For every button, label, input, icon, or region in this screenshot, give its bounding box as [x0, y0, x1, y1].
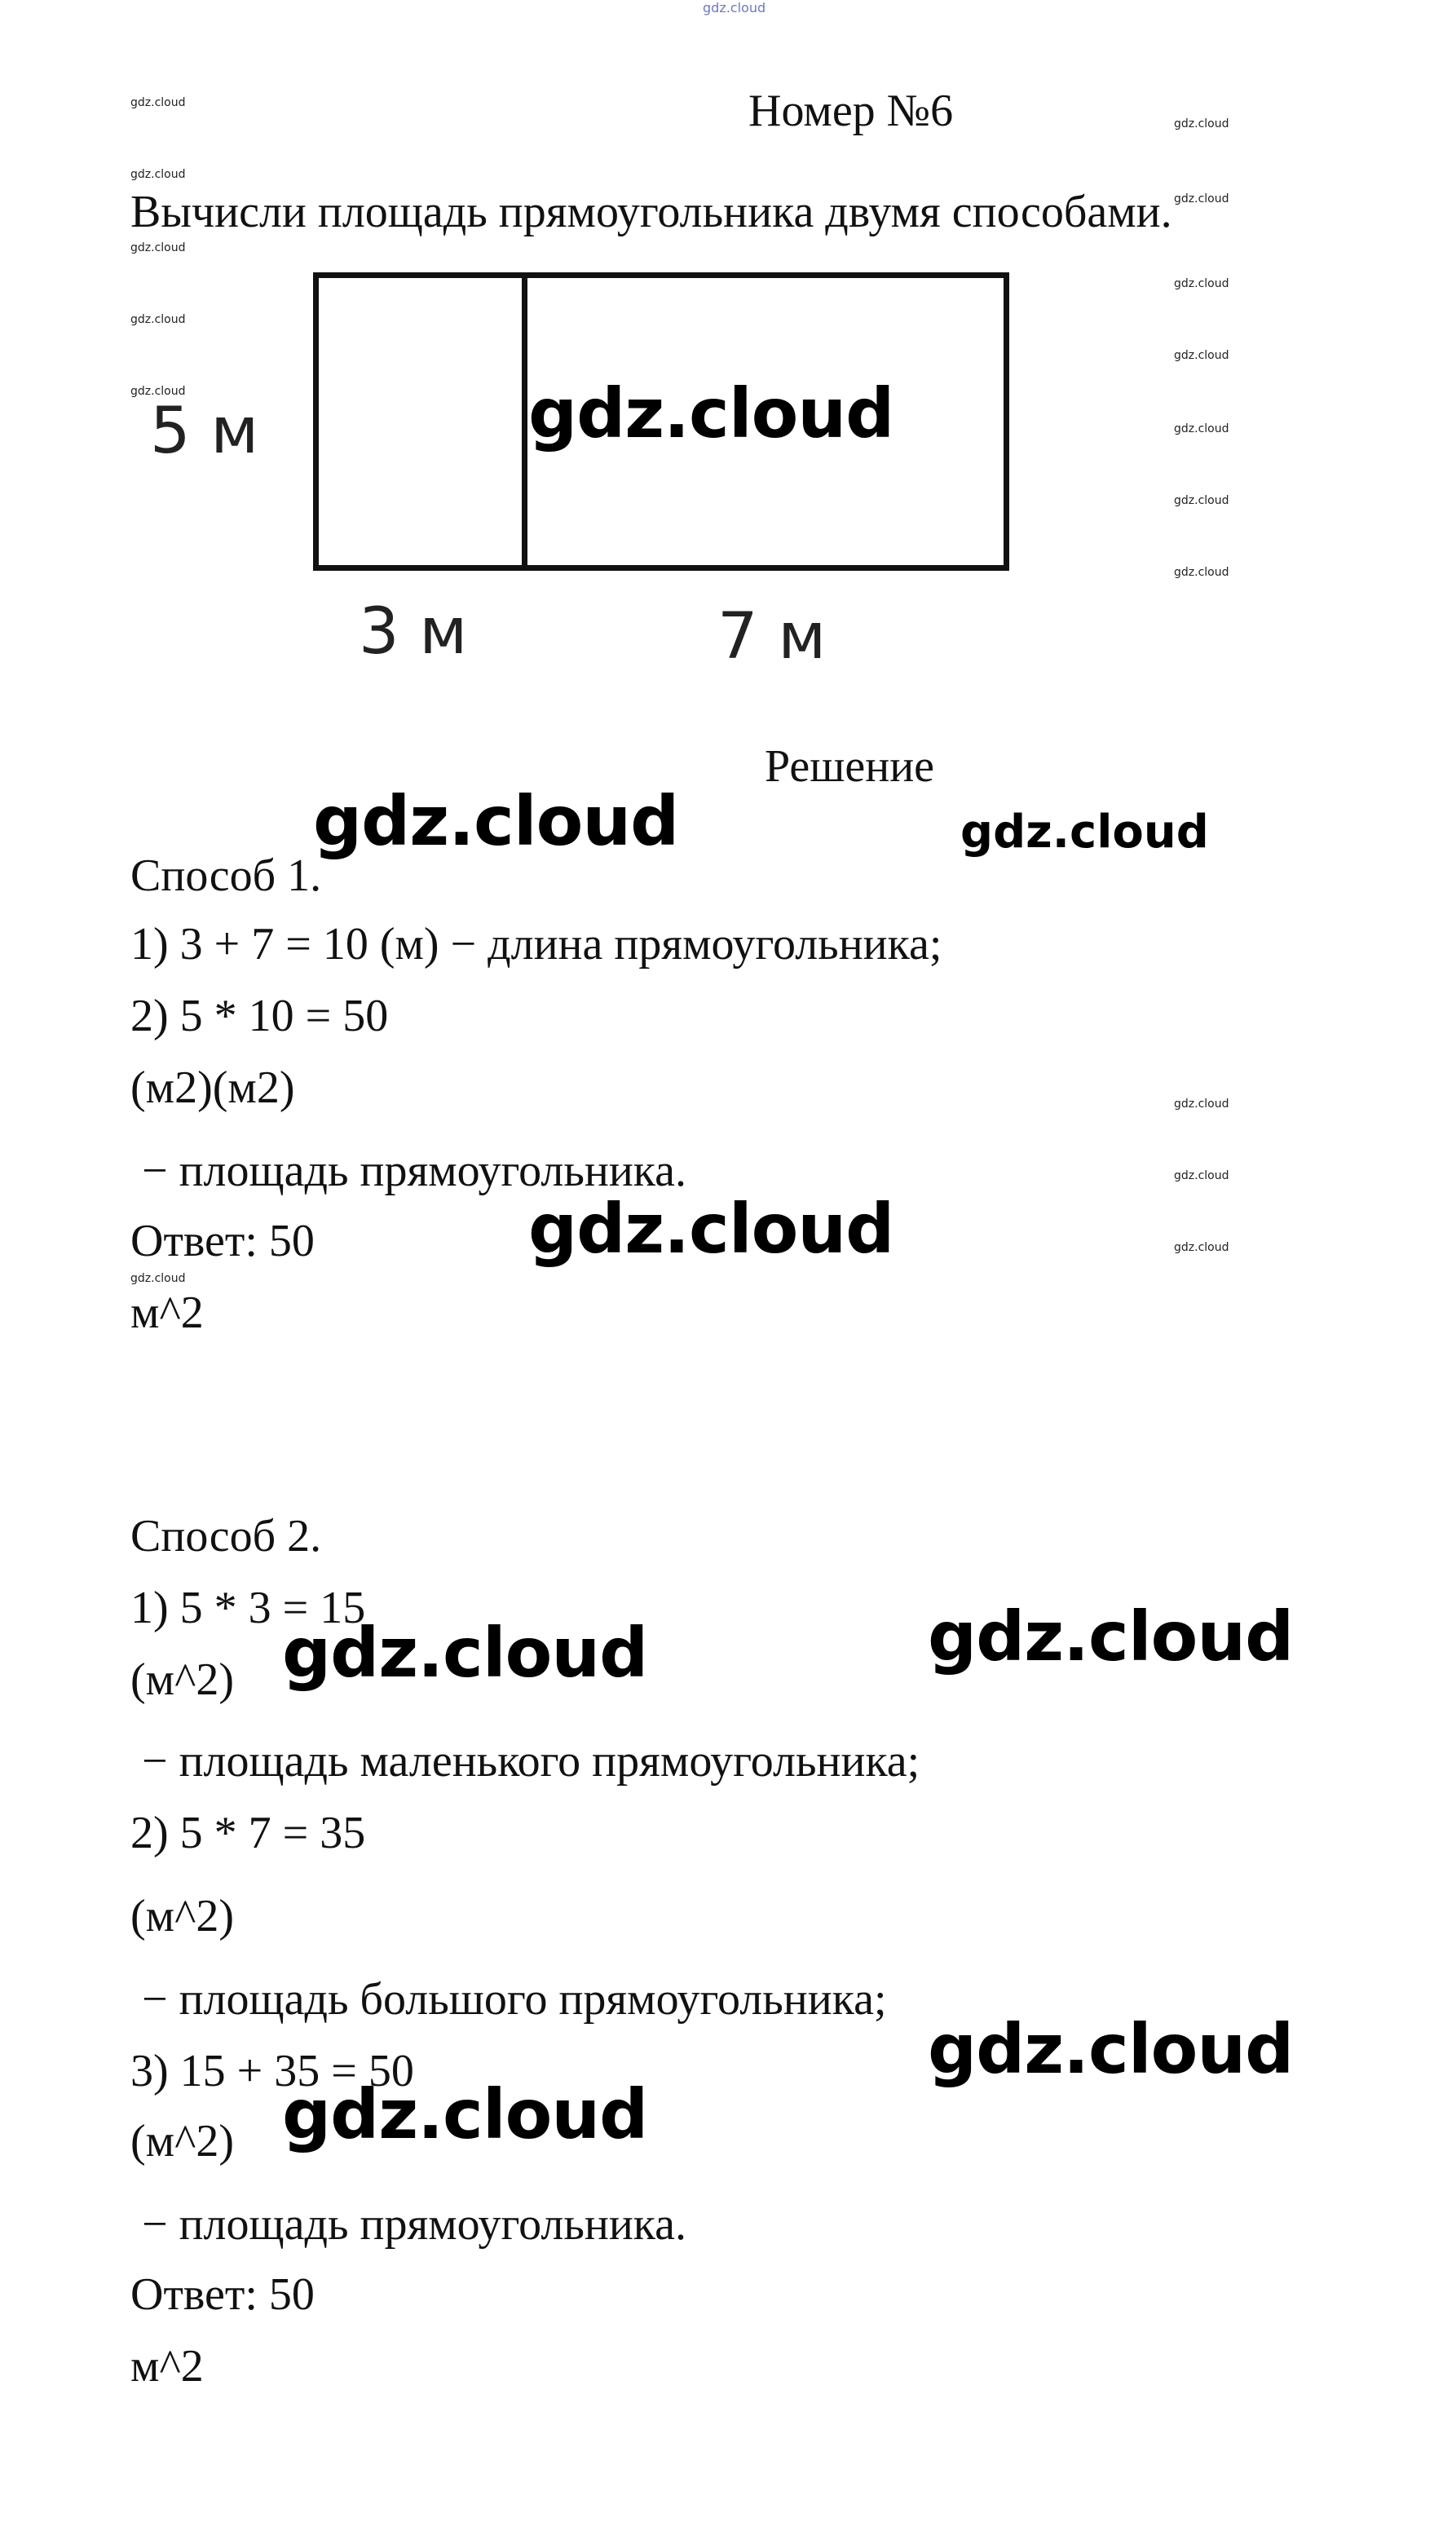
method2-title: Способ 2. [130, 1511, 322, 1561]
watermark-small: gdz.cloud [130, 96, 186, 109]
watermark-small: gdz.cloud [1174, 494, 1229, 507]
watermark-big: gdz.cloud [928, 1597, 1294, 1676]
watermark-big: gdz.cloud [960, 806, 1209, 859]
right-width-label: 7 м [717, 600, 827, 674]
method1-line: 1) 3 + 7 = 10 (м) − длина прямоугольника; [130, 919, 942, 970]
method1-line: (м2)(м2) [130, 1062, 295, 1113]
method2-line: 3) 15 + 35 = 50 [130, 2046, 414, 2096]
watermark-small: gdz.cloud [1174, 192, 1229, 205]
method1-line: 2) 5 * 10 = 50 [130, 991, 389, 1041]
method1-title: Способ 1. [130, 850, 322, 901]
watermark-small: gdz.cloud [130, 313, 186, 326]
method2-line: − площадь большого прямоугольника; [130, 1974, 887, 2025]
method1-answer: Ответ: 50 [130, 1216, 315, 1266]
watermark-small: gdz.cloud [1174, 1169, 1229, 1182]
watermark-small: gdz.cloud [1174, 422, 1229, 435]
watermark-big: gdz.cloud [928, 2009, 1294, 2089]
method1-answer-unit: м^2 [130, 1288, 204, 1338]
method1-line: − площадь прямоугольника. [130, 1146, 687, 1196]
watermark-big: gdz.cloud [282, 2074, 648, 2154]
watermark-small: gdz.cloud [130, 241, 186, 254]
watermark-small: gdz.cloud [1174, 1098, 1229, 1111]
watermark-small: gdz.cloud [130, 168, 186, 181]
height-label: 5 м [150, 395, 259, 468]
watermark-small: gdz.cloud [1174, 117, 1229, 130]
solution-heading: Решение [765, 741, 935, 792]
watermark-small: gdz.cloud [1174, 277, 1229, 290]
watermark-small: gdz.cloud [1174, 349, 1229, 362]
method2-line: (м^2) [130, 1654, 235, 1705]
method2-line: − площадь маленького прямоугольника; [130, 1736, 920, 1787]
watermark-small: gdz.cloud [130, 1272, 186, 1285]
task-text: Вычисли площадь прямоугольника двумя способами. [130, 187, 1172, 237]
method2-line: − площадь прямоугольника. [130, 2199, 687, 2250]
watermark-small: gdz.cloud [1174, 566, 1229, 579]
watermark-big: gdz.cloud [528, 1189, 894, 1269]
watermark-small: gdz.cloud [130, 385, 186, 398]
method2-line: (м^2) [130, 2116, 235, 2167]
watermark-top: gdz.cloud [703, 0, 766, 15]
method2-answer-unit: м^2 [130, 2341, 204, 2392]
rectangle-divider [522, 272, 527, 571]
watermark-big: gdz.cloud [528, 373, 894, 453]
watermark-small: gdz.cloud [1174, 1241, 1229, 1254]
page-title: Номер №6 [748, 86, 954, 136]
left-width-label: 3 м [359, 595, 468, 669]
method2-line: 2) 5 * 7 = 35 [130, 1808, 366, 1858]
method2-line: (м^2) [130, 1891, 235, 1941]
watermark-big: gdz.cloud [282, 1613, 648, 1693]
watermark-big: gdz.cloud [313, 781, 679, 861]
method2-answer: Ответ: 50 [130, 2269, 315, 2320]
method2-line: 1) 5 * 3 = 15 [130, 1583, 366, 1633]
